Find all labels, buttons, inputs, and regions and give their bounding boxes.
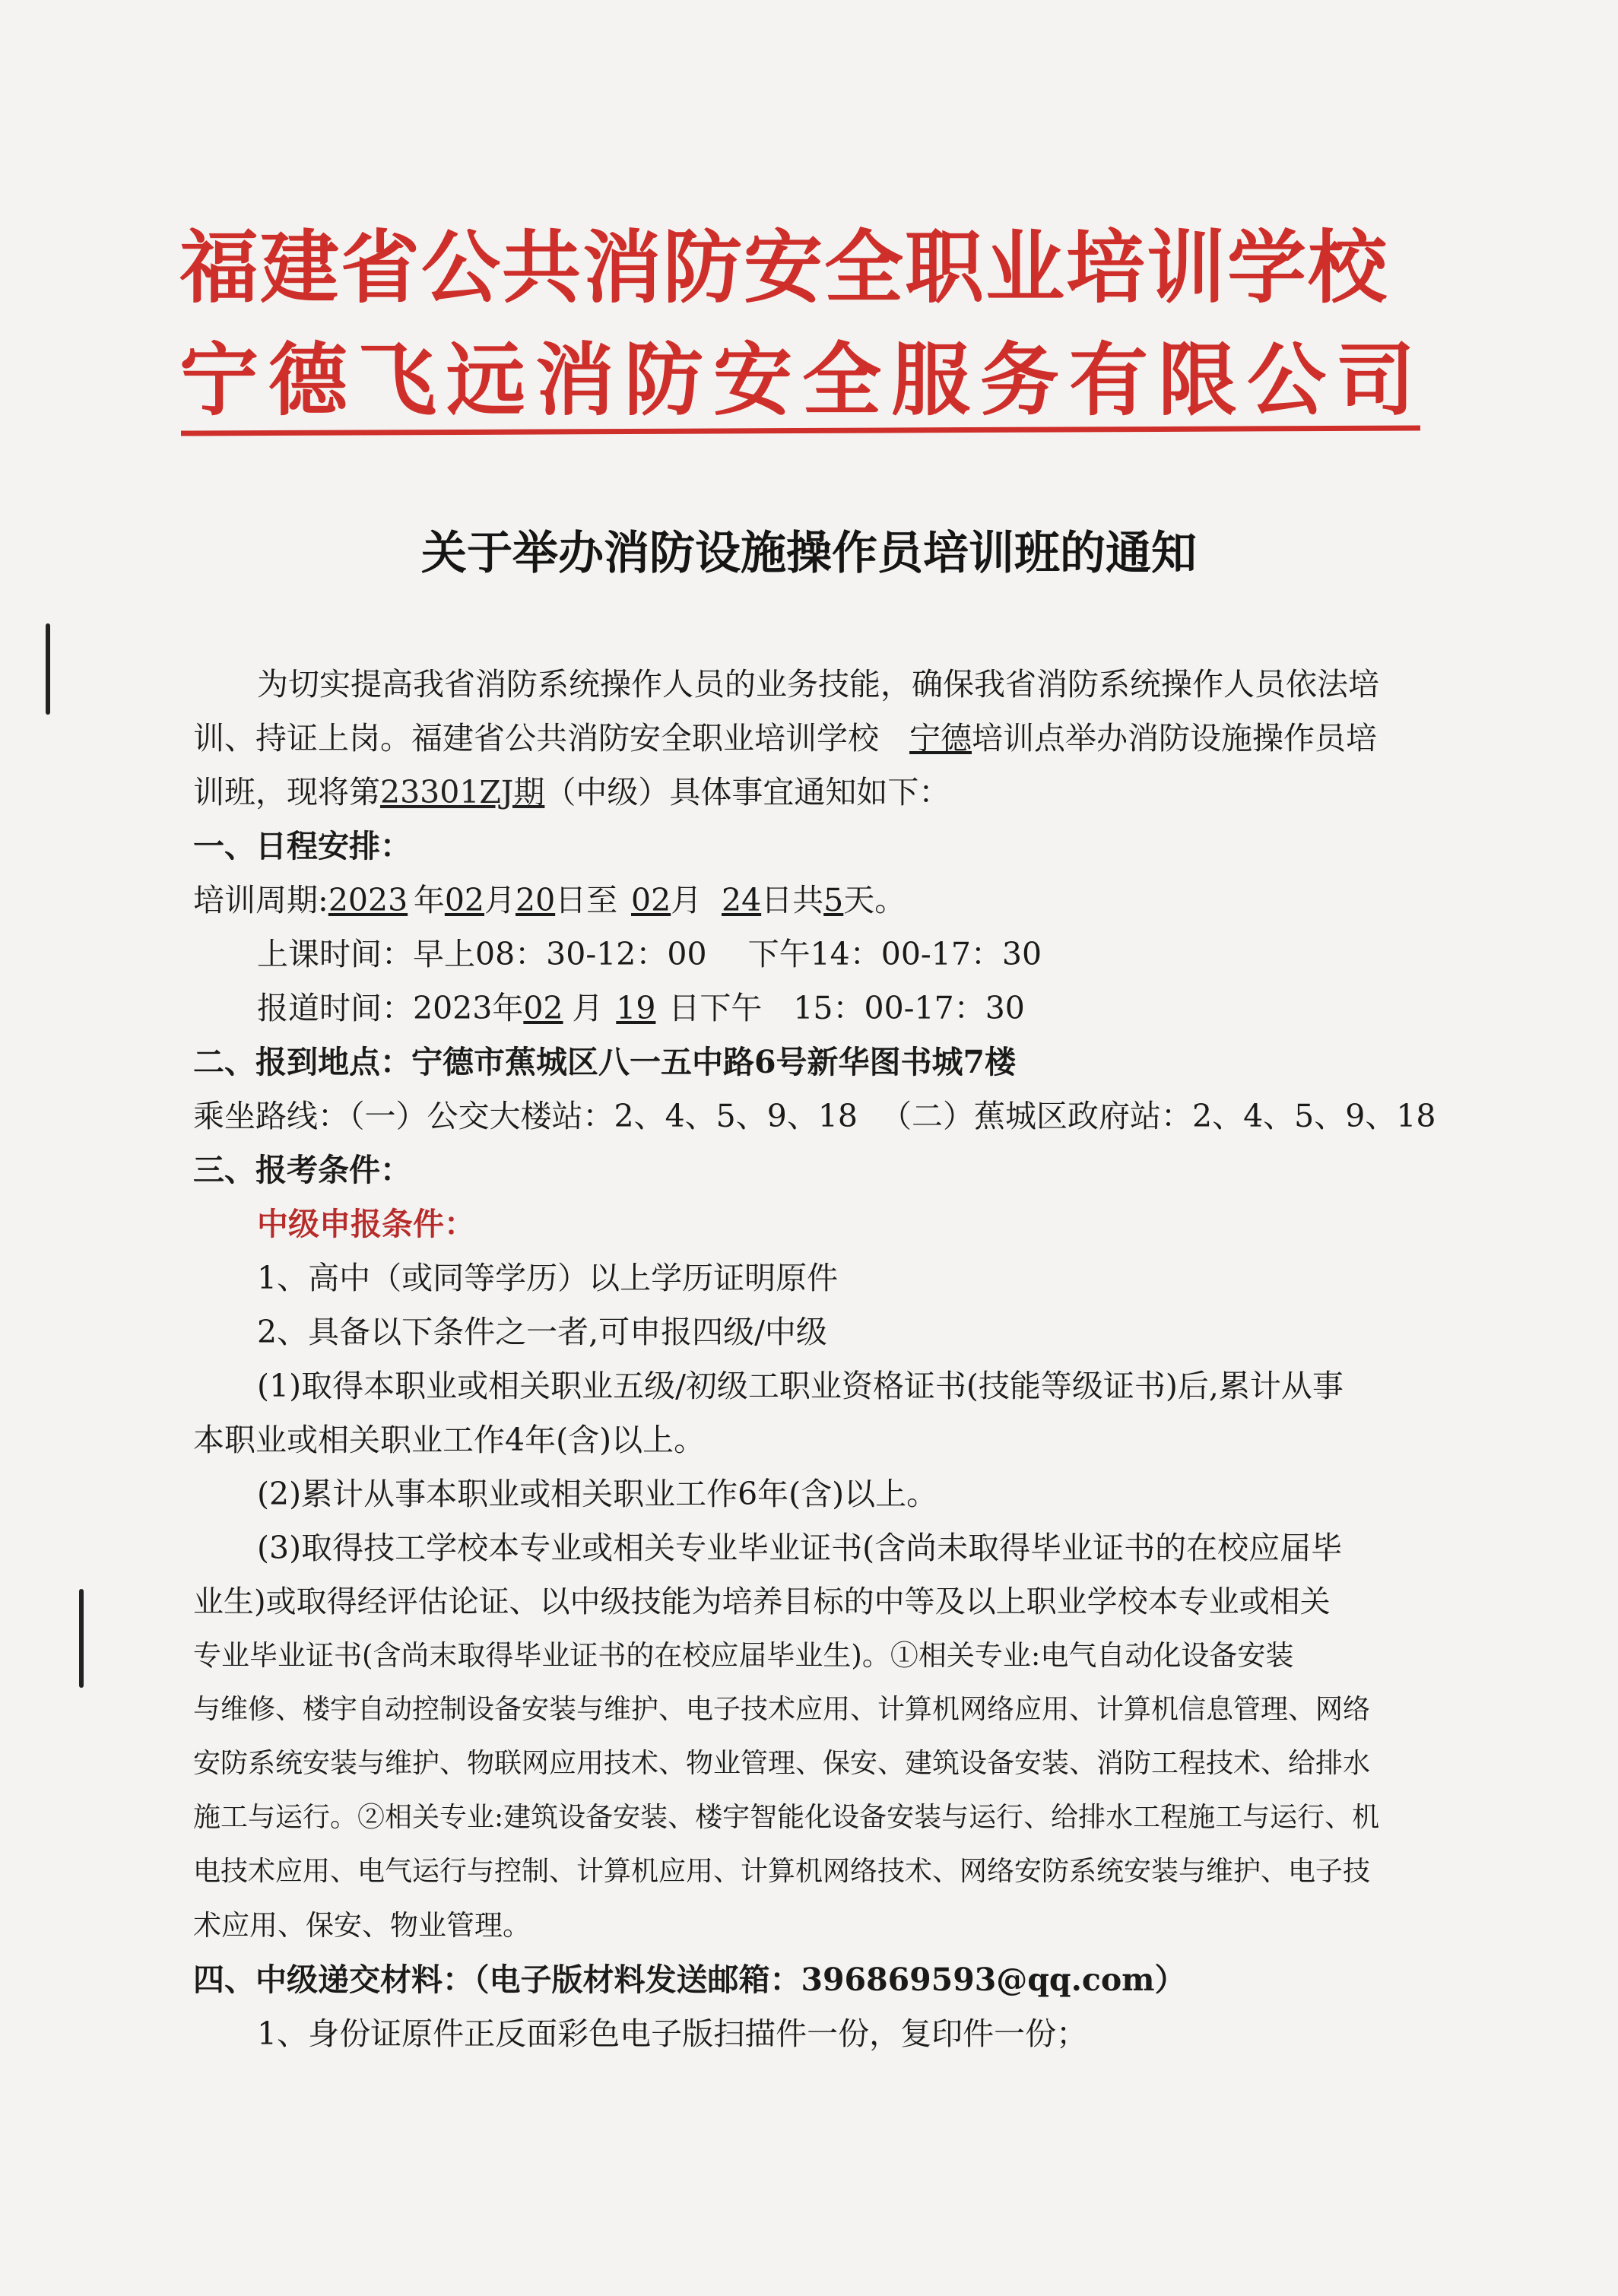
report-time [257, 988, 1025, 1028]
period-label: 培训周期: [193, 882, 328, 918]
scan-mark-top [46, 623, 50, 715]
report-text: 月 [572, 990, 604, 1026]
condition-item: 1、高中（或同等学历）以上学历证明原件 [257, 1260, 839, 1296]
condition-item: (3)取得技工学校本专业或相关专业毕业证书(含尚未取得毕业证书的在校应届毕 [257, 1530, 1343, 1566]
bus-route-1: 乘坐路线：（一）公交大楼站：2、4、5、9、18 [193, 1098, 858, 1134]
period-text: 天。 [843, 882, 906, 918]
letterhead-org-2: 宁德飞远消防安全服务有限公司 [179, 334, 1426, 427]
training-site: 宁德 [909, 720, 972, 756]
notice-title: 关于举办消防设施操作员培训班的通知 [421, 527, 1197, 580]
intro-line-2 [193, 718, 1377, 758]
intro-text: （中级）具体事宜通知如下： [544, 774, 950, 810]
period-text: 日共 [761, 882, 824, 918]
condition-item: 2、具备以下条件之一者,可申报四级/中级 [257, 1314, 827, 1350]
intermediate-conditions-heading: 中级申报条件： [257, 1206, 475, 1242]
intro-text: 为切实提高我省消防系统操作人员的业务技能，确保我省消防系统操作人员依法培 [257, 666, 1379, 702]
course-code: 23301ZJ期 [380, 774, 545, 810]
condition-item: 业生)或取得经评估论证、以中级技能为培养目标的中等及以上职业学校本专业或相关 [193, 1584, 1331, 1619]
condition-item: 电技术应用、电气运行与控制、计算机应用、计算机网络技术、网络安防系统安装与维护、电子技 [193, 1856, 1371, 1887]
intro-text: 训班，现将第 [193, 774, 380, 810]
period-days: 5 [823, 882, 844, 918]
period-text: 月 [671, 882, 703, 918]
intro-text: 培训点举办消防设施操作员培 [972, 720, 1377, 756]
period-text: 日至 [555, 882, 618, 918]
intro-line-3 [193, 772, 950, 812]
period-start-month: 02 [444, 882, 484, 918]
section-4-heading: 四、中级递交材料：（电子版材料发送邮箱：396869593@qq.com） [193, 1961, 1186, 1998]
period-start-day: 20 [516, 882, 556, 918]
report-text: 报道时间：2023年 [257, 990, 524, 1026]
bus-route-2: （二）蕉城区政府站：2、4、5、9、18 [880, 1098, 1436, 1134]
condition-item: 专业毕业证书(含尚末取得毕业证书的在校应届毕业生)。①相关专业:电气自动化设备安装 [193, 1639, 1294, 1672]
section-2-heading: 二、报到地点：宁德市蕉城区八一五中路6号新华图书城7楼 [193, 1044, 1017, 1080]
period-year: 2023 [328, 882, 408, 918]
condition-item: 安防系统安装与维护、物联网应用技术、物业管理、保安、建筑设备安装、消防工程技术、给排水 [193, 1748, 1371, 1779]
condition-item: (1)取得本职业或相关职业五级/初级工职业资格证书(技能等级证书)后,累计从事 [257, 1368, 1344, 1404]
intro-text: 训、持证上岗。福建省公共消防安全职业培训学校 [193, 720, 879, 756]
class-time: 上课时间：早上08：30-12：00 下午14：00-17：30 [257, 936, 1042, 972]
condition-item: (2)累计从事本职业或相关职业工作6年(含)以上。 [257, 1476, 938, 1512]
report-month: 02 [523, 990, 563, 1026]
period-text: 年 [413, 882, 445, 918]
scan-mark-bottom [79, 1589, 84, 1688]
material-item-1: 1、身份证原件正反面彩色电子版扫描件一份，复印件一份； [257, 2015, 1088, 2052]
period-end-month: 02 [631, 882, 671, 918]
condition-item: 本职业或相关职业工作4年(含)以上。 [193, 1422, 706, 1458]
report-day: 19 [616, 990, 656, 1026]
section-1-heading: 一、日程安排： [193, 828, 411, 864]
letterhead-divider [181, 425, 1420, 436]
report-text: 日下午 15：00-17：30 [668, 990, 1025, 1026]
section-3-heading: 三、报考条件： [193, 1152, 411, 1188]
condition-item: 与维修、楼宇自动控制设备安装与维护、电子技术应用、计算机网络应用、计算机信息管理、网络 [193, 1694, 1371, 1725]
letterhead-org-1: 福建省公共消防安全职业培训学校 [179, 221, 1389, 314]
training-period [193, 880, 906, 920]
condition-item: 术应用、保安、物业管理。 [193, 1909, 531, 1942]
period-text: 月 [484, 882, 516, 918]
condition-item: 施工与运行。②相关专业:建筑设备安装、楼宇智能化设备安装与运行、给排水工程施工与运行、机 [193, 1802, 1380, 1833]
intro-line-1 [257, 664, 1379, 704]
period-end-day: 24 [722, 882, 762, 918]
